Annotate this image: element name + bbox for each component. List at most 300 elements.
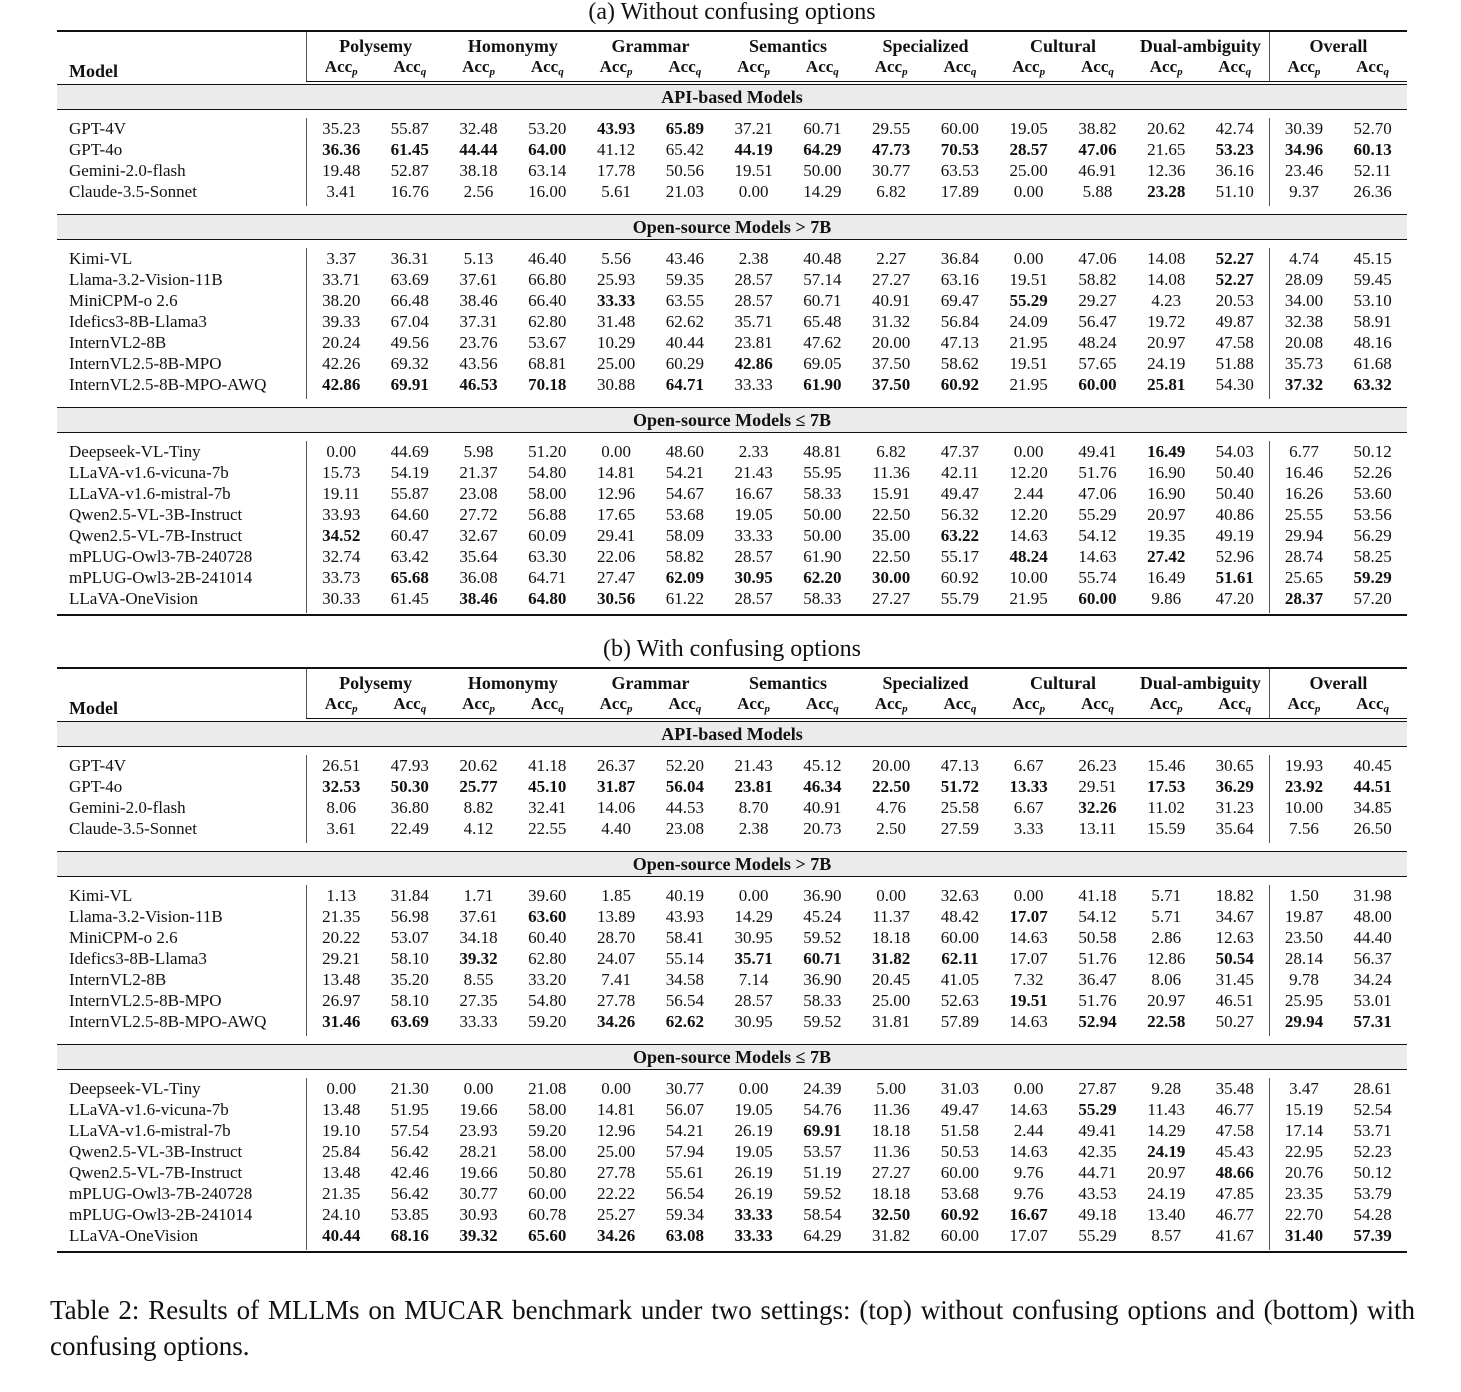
score-cell: 4.23 bbox=[1151, 291, 1182, 310]
score-cell: 55.95 bbox=[803, 463, 842, 482]
score-cell: 28.14 bbox=[1269, 948, 1338, 969]
model-name: Kimi-VL bbox=[69, 886, 133, 905]
score-cell: 51.76 bbox=[1078, 949, 1117, 968]
score-cell: 16.76 bbox=[390, 182, 429, 201]
score-cell: 2.38 bbox=[738, 249, 769, 268]
score-cell: 15.19 bbox=[1269, 1099, 1338, 1120]
score-cell: 22.55 bbox=[528, 819, 567, 838]
score-cell: 49.47 bbox=[940, 1100, 980, 1119]
score-cell: 38.20 bbox=[307, 290, 376, 311]
score-cell: 52.11 bbox=[1353, 161, 1392, 180]
score-cell: 37.61 bbox=[459, 907, 498, 926]
score-cell: 63.22 bbox=[940, 526, 980, 545]
score-cell: 35.71 bbox=[734, 949, 773, 968]
score-cell: 60.00 bbox=[940, 1163, 980, 1182]
score-cell: 63.16 bbox=[940, 270, 980, 289]
score-cell: 20.76 bbox=[1269, 1162, 1338, 1183]
score-cell: 56.98 bbox=[390, 907, 429, 926]
score-cell: 48.81 bbox=[803, 442, 842, 461]
metric-header-accq: Acc$_q$ bbox=[375, 694, 444, 719]
score-cell: 6.77 bbox=[1269, 441, 1338, 462]
score-cell: 31.82 bbox=[872, 949, 911, 968]
score-cell: 14.08 bbox=[1147, 249, 1186, 268]
score-cell: 4.40 bbox=[601, 819, 631, 838]
score-cell: 55.74 bbox=[1078, 568, 1117, 587]
score-cell: 17.07 bbox=[1009, 949, 1048, 968]
section-header: API-based Models bbox=[57, 722, 1407, 747]
score-cell: 0.00 bbox=[738, 182, 769, 201]
model-name: Llama-3.2-Vision-11B bbox=[69, 270, 223, 289]
score-cell: 51.20 bbox=[528, 442, 567, 461]
score-cell: 19.11 bbox=[307, 483, 376, 504]
score-cell: 57.14 bbox=[803, 270, 842, 289]
score-cell: 55.29 bbox=[1009, 291, 1048, 310]
table-row bbox=[57, 1120, 1407, 1141]
score-cell: 64.29 bbox=[803, 140, 842, 159]
score-cell: 21.03 bbox=[665, 182, 704, 201]
model-name: LLaVA-v1.6-mistral-7b bbox=[69, 1121, 231, 1140]
score-cell: 7.14 bbox=[738, 970, 769, 989]
score-cell: 0.00 bbox=[738, 1079, 769, 1098]
score-cell: 9.37 bbox=[1269, 181, 1338, 206]
model-name: InternVL2.5-8B-MPO bbox=[69, 991, 222, 1010]
model-column-header: Model bbox=[69, 697, 118, 718]
score-cell: 4.74 bbox=[1269, 248, 1338, 269]
score-cell: 50.00 bbox=[803, 505, 842, 524]
score-cell: 28.57 bbox=[734, 270, 773, 289]
score-cell: 30.93 bbox=[459, 1205, 498, 1224]
score-cell: 5.61 bbox=[601, 182, 631, 201]
score-cell: 17.07 bbox=[1009, 1226, 1048, 1245]
score-cell: 61.45 bbox=[390, 589, 429, 608]
score-cell: 14.63 bbox=[1078, 547, 1117, 566]
score-cell: 22.06 bbox=[596, 547, 636, 566]
score-cell: 6.67 bbox=[1013, 798, 1044, 817]
score-cell: 47.58 bbox=[1215, 1121, 1254, 1140]
score-cell: 15.91 bbox=[872, 484, 911, 503]
model-name: Gemini-2.0-flash bbox=[69, 798, 186, 817]
score-cell: 51.76 bbox=[1078, 463, 1117, 482]
score-cell: 54.03 bbox=[1215, 442, 1254, 461]
score-cell: 35.00 bbox=[872, 526, 911, 545]
table-row bbox=[57, 990, 1407, 1011]
score-cell: 31.23 bbox=[1215, 798, 1254, 817]
score-cell: 25.55 bbox=[1269, 504, 1338, 525]
score-cell: 33.93 bbox=[307, 504, 376, 525]
model-name: GPT-4V bbox=[69, 119, 126, 138]
score-cell: 36.84 bbox=[940, 249, 980, 268]
score-cell: 45.43 bbox=[1215, 1142, 1254, 1161]
score-cell: 14.63 bbox=[1009, 928, 1048, 947]
table-row bbox=[57, 353, 1407, 374]
score-cell: 8.70 bbox=[738, 798, 769, 817]
score-cell: 65.48 bbox=[803, 312, 842, 331]
score-cell: 47.73 bbox=[872, 140, 911, 159]
table-row bbox=[57, 118, 1407, 139]
score-cell: 31.03 bbox=[940, 1079, 980, 1098]
table-row bbox=[57, 332, 1407, 353]
score-cell: 33.33 bbox=[459, 1012, 498, 1031]
score-cell: 26.19 bbox=[734, 1163, 773, 1182]
score-cell: 32.63 bbox=[940, 886, 980, 905]
score-cell: 42.46 bbox=[390, 1163, 429, 1182]
score-cell: 56.32 bbox=[940, 505, 980, 524]
score-cell: 24.10 bbox=[307, 1204, 376, 1225]
score-cell: 55.61 bbox=[665, 1163, 704, 1182]
score-cell: 14.63 bbox=[1009, 526, 1048, 545]
score-cell: 7.41 bbox=[601, 970, 631, 989]
score-cell: 44.53 bbox=[665, 798, 704, 817]
score-cell: 56.07 bbox=[665, 1100, 704, 1119]
score-cell: 29.51 bbox=[1078, 777, 1117, 796]
score-cell: 25.00 bbox=[1009, 161, 1048, 180]
score-cell: 34.26 bbox=[596, 1012, 636, 1031]
score-cell: 60.00 bbox=[1078, 589, 1117, 608]
score-cell: 52.26 bbox=[1353, 463, 1392, 482]
score-cell: 33.33 bbox=[734, 1226, 773, 1245]
score-cell: 1.13 bbox=[307, 885, 376, 906]
score-cell: 33.71 bbox=[307, 269, 376, 290]
score-cell: 51.10 bbox=[1215, 182, 1254, 201]
score-cell: 49.18 bbox=[1078, 1205, 1117, 1224]
score-cell: 60.00 bbox=[940, 1226, 980, 1245]
score-cell: 37.61 bbox=[459, 270, 498, 289]
score-cell: 36.36 bbox=[307, 139, 376, 160]
model-name: Qwen2.5-VL-3B-Instruct bbox=[69, 1142, 243, 1161]
score-cell: 54.67 bbox=[665, 484, 704, 503]
score-cell: 6.82 bbox=[876, 442, 906, 461]
score-cell: 19.87 bbox=[1269, 906, 1338, 927]
score-cell: 25.00 bbox=[596, 354, 636, 373]
score-cell: 19.51 bbox=[1009, 270, 1048, 289]
score-cell: 12.63 bbox=[1215, 928, 1254, 947]
score-cell: 27.59 bbox=[940, 819, 980, 838]
score-cell: 60.71 bbox=[803, 949, 842, 968]
score-cell: 16.67 bbox=[1009, 1205, 1048, 1224]
score-cell: 31.32 bbox=[872, 312, 911, 331]
score-cell: 53.68 bbox=[940, 1184, 980, 1203]
score-cell: 23.46 bbox=[1269, 160, 1338, 181]
score-cell: 65.89 bbox=[665, 119, 704, 138]
score-cell: 20.00 bbox=[872, 756, 911, 775]
score-cell: 57.54 bbox=[390, 1121, 429, 1140]
score-cell: 45.12 bbox=[803, 756, 842, 775]
score-cell: 68.16 bbox=[390, 1226, 429, 1245]
score-cell: 20.97 bbox=[1147, 991, 1186, 1010]
score-cell: 47.06 bbox=[1078, 484, 1117, 503]
score-cell: 50.00 bbox=[803, 161, 842, 180]
metric-header-accp: Acc$_p$ bbox=[582, 694, 651, 719]
group-header: Semantics bbox=[748, 36, 827, 56]
score-cell: 33.73 bbox=[307, 567, 376, 588]
score-cell: 62.11 bbox=[941, 949, 979, 968]
score-cell: 26.19 bbox=[734, 1184, 773, 1203]
metric-header-accp: Acc$_p$ bbox=[307, 694, 376, 719]
score-cell: 63.08 bbox=[665, 1226, 704, 1245]
score-cell: 52.27 bbox=[1215, 249, 1254, 268]
score-cell: 21.95 bbox=[1009, 375, 1048, 394]
score-cell: 46.77 bbox=[1215, 1205, 1254, 1224]
score-cell: 44.69 bbox=[390, 442, 429, 461]
table-a bbox=[57, 0, 1407, 616]
model-name: LLaVA-OneVision bbox=[69, 1226, 198, 1245]
score-cell: 58.82 bbox=[665, 547, 704, 566]
score-cell: 53.56 bbox=[1353, 505, 1392, 524]
score-cell: 53.57 bbox=[803, 1142, 842, 1161]
metric-header-accp: Acc$_p$ bbox=[857, 57, 926, 82]
model-name: mPLUG-Owl3-7B-240728 bbox=[69, 1184, 253, 1203]
score-cell: 56.04 bbox=[665, 777, 704, 796]
metric-header-accq: Acc$_q$ bbox=[788, 57, 857, 82]
model-name: Claude-3.5-Sonnet bbox=[69, 182, 197, 201]
table-row bbox=[57, 1141, 1407, 1162]
group-header: Overall bbox=[1269, 31, 1407, 57]
table-row bbox=[57, 139, 1407, 160]
score-cell: 67.04 bbox=[390, 312, 429, 331]
score-cell: 56.47 bbox=[1078, 312, 1117, 331]
score-cell: 40.86 bbox=[1215, 505, 1254, 524]
score-cell: 20.62 bbox=[459, 756, 498, 775]
score-cell: 64.60 bbox=[390, 505, 429, 524]
score-cell: 53.68 bbox=[665, 505, 704, 524]
score-cell: 55.79 bbox=[940, 589, 980, 608]
score-cell: 30.95 bbox=[734, 1012, 773, 1031]
score-cell: 21.30 bbox=[390, 1079, 429, 1098]
table-row bbox=[57, 906, 1407, 927]
score-cell: 30.77 bbox=[872, 161, 911, 180]
score-cell: 25.27 bbox=[596, 1205, 636, 1224]
score-cell: 18.18 bbox=[872, 1184, 911, 1203]
table-row bbox=[57, 160, 1407, 181]
score-cell: 32.48 bbox=[459, 119, 498, 138]
score-cell: 30.88 bbox=[596, 375, 636, 394]
score-cell: 42.74 bbox=[1215, 119, 1254, 138]
score-cell: 69.05 bbox=[803, 354, 842, 373]
score-cell: 44.19 bbox=[734, 140, 773, 159]
score-cell: 9.76 bbox=[1013, 1163, 1044, 1182]
model-name: Qwen2.5-VL-7B-Instruct bbox=[69, 526, 243, 545]
score-cell: 42.11 bbox=[941, 463, 979, 482]
score-cell: 52.94 bbox=[1078, 1012, 1117, 1031]
score-cell: 30.33 bbox=[307, 588, 376, 613]
score-cell: 1.71 bbox=[463, 886, 494, 905]
model-name: Idefics3-8B-Llama3 bbox=[69, 949, 207, 968]
model-name: MiniCPM-o 2.6 bbox=[69, 928, 178, 947]
score-cell: 26.51 bbox=[307, 755, 376, 776]
score-cell: 47.85 bbox=[1215, 1184, 1254, 1203]
score-cell: 55.87 bbox=[390, 484, 429, 503]
metric-header-accp: Acc$_p$ bbox=[994, 694, 1063, 719]
score-cell: 21.08 bbox=[528, 1079, 567, 1098]
score-cell: 23.81 bbox=[734, 777, 773, 796]
score-cell: 21.95 bbox=[1009, 589, 1048, 608]
score-cell: 52.70 bbox=[1353, 119, 1392, 138]
score-cell: 22.50 bbox=[872, 777, 911, 796]
score-cell: 19.93 bbox=[1269, 755, 1338, 776]
score-cell: 14.29 bbox=[803, 182, 842, 201]
score-cell: 31.98 bbox=[1353, 886, 1392, 905]
table-row bbox=[57, 948, 1407, 969]
score-cell: 28.21 bbox=[459, 1142, 498, 1161]
score-cell: 36.47 bbox=[1078, 970, 1117, 989]
score-cell: 27.27 bbox=[872, 1163, 911, 1182]
score-cell: 35.71 bbox=[734, 312, 773, 331]
score-cell: 12.20 bbox=[1009, 463, 1048, 482]
score-cell: 28.09 bbox=[1269, 269, 1338, 290]
score-cell: 39.60 bbox=[528, 886, 567, 905]
metric-header-accp: Acc$_p$ bbox=[1269, 57, 1338, 82]
score-cell: 31.87 bbox=[596, 777, 636, 796]
score-cell: 19.48 bbox=[307, 160, 376, 181]
score-cell: 31.40 bbox=[1269, 1225, 1338, 1250]
score-cell: 24.19 bbox=[1147, 1142, 1186, 1161]
score-cell: 20.00 bbox=[872, 333, 911, 352]
score-cell: 0.00 bbox=[307, 1078, 376, 1099]
table-row bbox=[57, 311, 1407, 332]
score-cell: 40.44 bbox=[665, 333, 704, 352]
score-cell: 40.45 bbox=[1353, 756, 1392, 775]
score-cell: 59.35 bbox=[665, 270, 704, 289]
model-name: Deepseek-VL-Tiny bbox=[69, 442, 201, 461]
score-cell: 53.01 bbox=[1353, 991, 1392, 1010]
score-cell: 50.56 bbox=[665, 161, 704, 180]
score-cell: 48.16 bbox=[1353, 333, 1392, 352]
score-cell: 28.57 bbox=[1009, 140, 1048, 159]
score-cell: 25.00 bbox=[596, 1142, 636, 1161]
model-name: LLaVA-v1.6-vicuna-7b bbox=[69, 1100, 229, 1119]
score-cell: 63.53 bbox=[940, 161, 980, 180]
model-name: Llama-3.2-Vision-11B bbox=[69, 907, 223, 926]
model-name: LLaVA-v1.6-vicuna-7b bbox=[69, 463, 229, 482]
score-cell: 6.82 bbox=[876, 182, 906, 201]
score-cell: 20.73 bbox=[803, 819, 842, 838]
score-cell: 55.29 bbox=[1078, 505, 1117, 524]
metric-header-accp: Acc$_p$ bbox=[1269, 694, 1338, 719]
score-cell: 18.82 bbox=[1215, 886, 1254, 905]
score-cell: 64.00 bbox=[528, 140, 567, 159]
score-cell: 34.00 bbox=[1269, 290, 1338, 311]
score-cell: 5.71 bbox=[1151, 907, 1182, 926]
score-cell: 56.84 bbox=[940, 312, 980, 331]
score-cell: 52.63 bbox=[940, 991, 980, 1010]
score-cell: 28.70 bbox=[596, 928, 636, 947]
score-cell: 40.19 bbox=[665, 886, 704, 905]
score-cell: 2.50 bbox=[876, 819, 906, 838]
model-name: InternVL2-8B bbox=[69, 970, 167, 989]
score-cell: 29.27 bbox=[1078, 291, 1117, 310]
score-cell: 15.59 bbox=[1147, 819, 1186, 838]
score-cell: 49.56 bbox=[390, 333, 429, 352]
score-cell: 11.43 bbox=[1147, 1100, 1186, 1119]
group-header: Dual-ambiguity bbox=[1139, 36, 1261, 56]
score-cell: 28.57 bbox=[734, 291, 773, 310]
group-header: Cultural bbox=[1030, 36, 1097, 56]
score-cell: 9.76 bbox=[1013, 1184, 1044, 1203]
score-cell: 14.63 bbox=[1009, 1142, 1048, 1161]
score-cell: 20.97 bbox=[1147, 1163, 1186, 1182]
score-cell: 58.62 bbox=[940, 354, 980, 373]
score-cell: 58.09 bbox=[665, 526, 704, 545]
score-cell: 25.84 bbox=[307, 1141, 376, 1162]
score-cell: 27.47 bbox=[596, 568, 636, 587]
table-a-title: (a) Without confusing options bbox=[588, 0, 876, 25]
score-cell: 46.91 bbox=[1078, 161, 1117, 180]
score-cell: 35.23 bbox=[307, 118, 376, 139]
score-cell: 51.72 bbox=[940, 777, 980, 796]
metric-header-accq: Acc$_q$ bbox=[1063, 694, 1132, 719]
score-cell: 64.80 bbox=[528, 589, 567, 608]
score-cell: 61.90 bbox=[803, 547, 842, 566]
model-name: Deepseek-VL-Tiny bbox=[69, 1079, 201, 1098]
score-cell: 56.54 bbox=[665, 1184, 704, 1203]
score-cell: 16.90 bbox=[1147, 484, 1186, 503]
group-header: Specialized bbox=[882, 36, 969, 56]
score-cell: 8.55 bbox=[463, 970, 494, 989]
score-cell: 48.42 bbox=[940, 907, 980, 926]
score-cell: 43.93 bbox=[665, 907, 704, 926]
score-cell: 36.31 bbox=[390, 249, 429, 268]
score-cell: 16.49 bbox=[1147, 442, 1186, 461]
score-cell: 19.51 bbox=[1009, 991, 1048, 1010]
score-cell: 59.20 bbox=[528, 1012, 567, 1031]
score-cell: 58.00 bbox=[528, 1100, 567, 1119]
score-cell: 37.31 bbox=[459, 312, 498, 331]
section-header: Open-source Models > 7B bbox=[57, 215, 1407, 240]
score-cell: 60.71 bbox=[803, 291, 842, 310]
score-cell: 13.48 bbox=[307, 1099, 376, 1120]
score-cell: 63.60 bbox=[528, 907, 567, 926]
section-header: API-based Models bbox=[57, 85, 1407, 110]
score-cell: 20.08 bbox=[1269, 332, 1338, 353]
score-cell: 29.21 bbox=[307, 948, 376, 969]
score-cell: 7.56 bbox=[1269, 818, 1338, 843]
table-row bbox=[57, 885, 1407, 906]
model-name: GPT-4o bbox=[69, 777, 123, 796]
score-cell: 61.68 bbox=[1353, 354, 1392, 373]
model-column-header: Model bbox=[69, 60, 118, 81]
score-cell: 52.23 bbox=[1353, 1142, 1392, 1161]
score-cell: 60.00 bbox=[1078, 375, 1117, 394]
metric-header-accp: Acc$_p$ bbox=[857, 694, 926, 719]
score-cell: 46.77 bbox=[1215, 1100, 1254, 1119]
score-cell: 2.86 bbox=[1151, 928, 1182, 947]
score-cell: 30.00 bbox=[872, 568, 911, 587]
score-cell: 64.71 bbox=[528, 568, 567, 587]
score-cell: 25.95 bbox=[1269, 990, 1338, 1011]
score-cell: 58.82 bbox=[1078, 270, 1117, 289]
score-cell: 47.20 bbox=[1215, 589, 1254, 608]
score-cell: 66.80 bbox=[528, 270, 567, 289]
score-cell: 21.65 bbox=[1147, 140, 1186, 159]
score-cell: 20.97 bbox=[1147, 505, 1186, 524]
score-cell: 23.08 bbox=[665, 819, 704, 838]
metric-header-accq: Acc$_q$ bbox=[1338, 694, 1407, 719]
score-cell: 63.69 bbox=[390, 270, 429, 289]
table-row bbox=[57, 525, 1407, 546]
score-cell: 47.37 bbox=[940, 442, 980, 461]
score-cell: 24.19 bbox=[1147, 1184, 1186, 1203]
score-cell: 4.76 bbox=[876, 798, 906, 817]
metric-header-accp: Acc$_p$ bbox=[719, 57, 788, 82]
score-cell: 53.60 bbox=[1353, 484, 1392, 503]
score-cell: 60.29 bbox=[665, 354, 704, 373]
score-cell: 17.14 bbox=[1269, 1120, 1338, 1141]
score-cell: 51.76 bbox=[1078, 991, 1117, 1010]
group-header: Polysemy bbox=[307, 668, 445, 694]
score-cell: 31.48 bbox=[596, 312, 636, 331]
score-cell: 5.71 bbox=[1151, 886, 1182, 905]
score-cell: 46.34 bbox=[803, 777, 842, 796]
